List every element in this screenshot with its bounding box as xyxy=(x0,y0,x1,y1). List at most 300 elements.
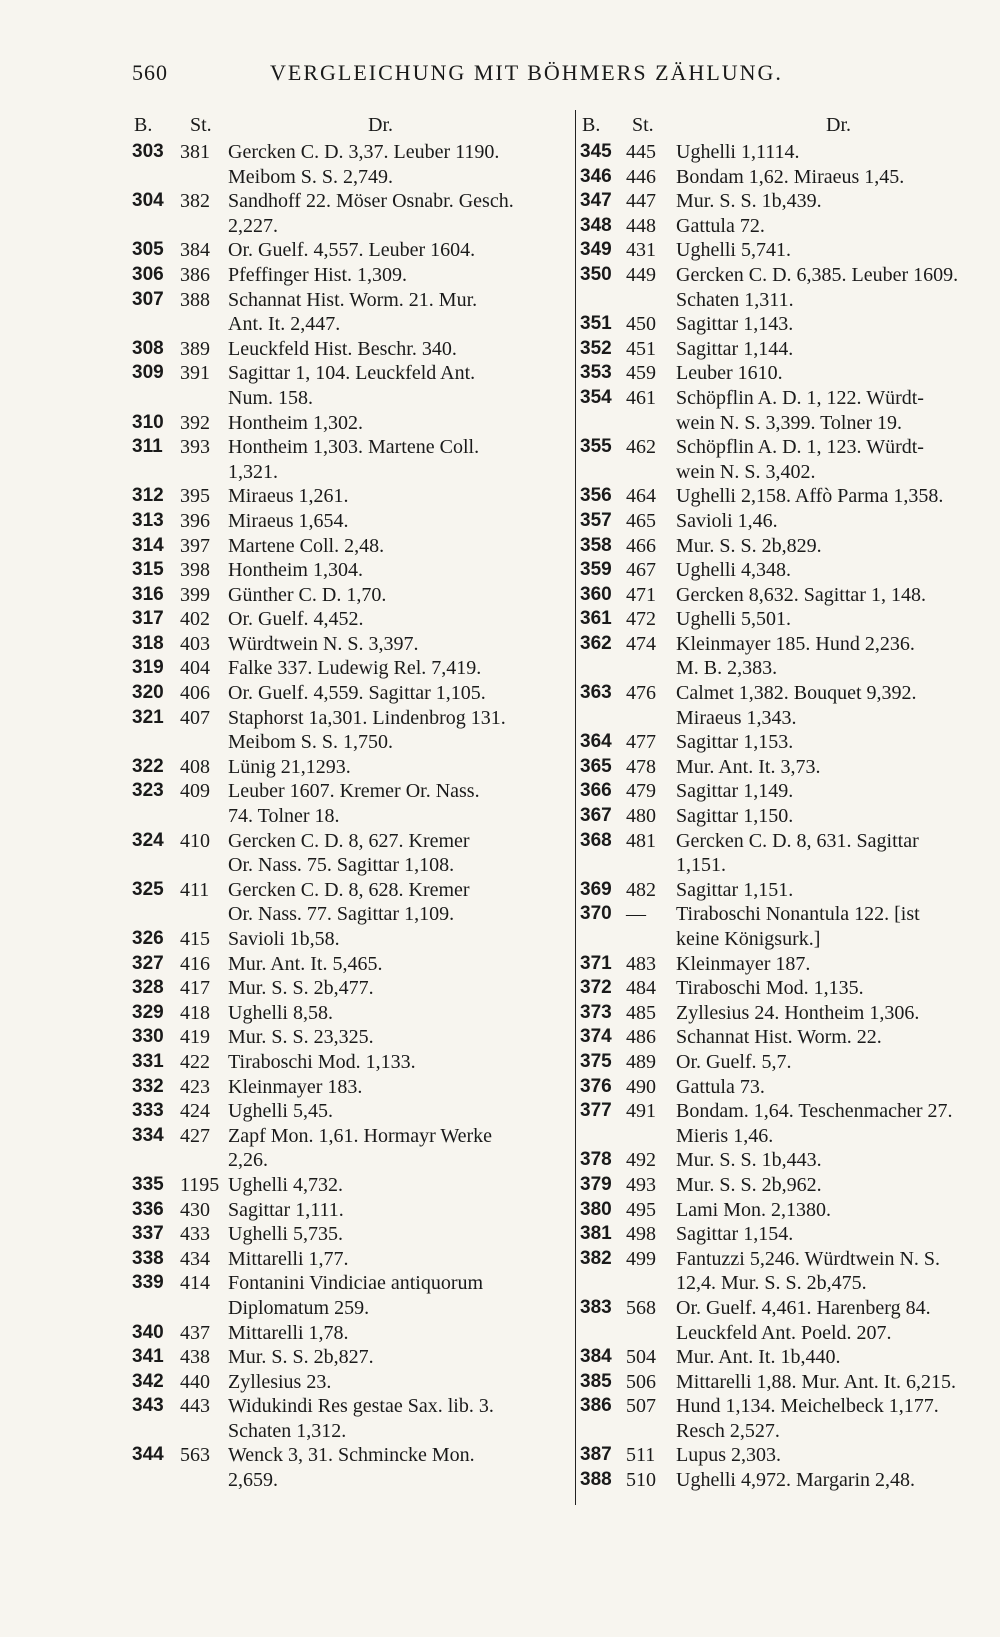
entry-row xyxy=(580,730,1000,755)
entry-reference-line: Zyllesius 23. xyxy=(228,1370,332,1393)
entry-b-number: 348 xyxy=(580,214,612,236)
entry-st-number: 418 xyxy=(180,1001,210,1024)
entry-st-number: 483 xyxy=(626,952,656,975)
entry-st-number: 563 xyxy=(180,1444,210,1467)
entry-st-number: 419 xyxy=(180,1026,210,1049)
entry-reference-line: 2,26. xyxy=(228,1149,268,1172)
entry-st-number: 511 xyxy=(626,1444,656,1467)
entry-reference-line: Tiraboschi Mod. 1,135. xyxy=(676,977,864,1000)
entry-reference-line: Ughelli 5,501. xyxy=(676,608,791,631)
entry-b-number: 351 xyxy=(580,313,612,335)
entry-reference-line: Hontheim 1,302. xyxy=(228,411,363,434)
entry-b-number: 375 xyxy=(580,1050,612,1072)
entry-reference-line: Sagittar 1,154. xyxy=(676,1223,794,1246)
entry-b-number: 359 xyxy=(580,559,612,581)
entry-row xyxy=(580,1099,1000,1148)
entry-b-number: 362 xyxy=(580,632,612,654)
entry-b-number: 338 xyxy=(132,1247,164,1269)
entry-row xyxy=(580,337,1000,362)
entry-reference-line: Kleinmayer 185. Hund 2,236. xyxy=(676,632,915,655)
entry-row xyxy=(580,140,1000,165)
entry-reference-line: Schannat Hist. Worm. 22. xyxy=(676,1026,882,1049)
entry-reference-line: Miraeus 1,343. xyxy=(676,706,797,729)
entry-st-number: 450 xyxy=(626,313,656,336)
entry-b-number: 303 xyxy=(132,141,164,162)
entry-reference-line: 1,321. xyxy=(228,460,278,483)
entry-b-number: 386 xyxy=(580,1395,612,1417)
entry-row xyxy=(580,1050,1000,1075)
entry-reference-line: Leuckfeld Hist. Beschr. 340. xyxy=(228,337,457,360)
entry-row xyxy=(132,1124,564,1173)
entry-reference-line: Lupus 2,303. xyxy=(676,1444,781,1467)
entry-row xyxy=(132,1345,564,1370)
column-divider xyxy=(575,110,576,1505)
entry-st-number: 491 xyxy=(626,1100,656,1123)
entry-st-number: 1195 xyxy=(180,1173,220,1196)
entry-b-number: 380 xyxy=(580,1198,612,1220)
entry-reference-line: Gercken 8,632. Sagittar 1, 148. xyxy=(676,583,926,606)
entry-row xyxy=(132,976,564,1001)
entry-reference-line: Günther C. D. 1,70. xyxy=(228,583,387,606)
entry-row xyxy=(132,952,564,977)
entry-b-number: 312 xyxy=(132,485,164,507)
entry-st-number: 406 xyxy=(180,682,210,705)
entry-st-number: 485 xyxy=(626,1001,656,1024)
entry-reference-line: Zyllesius 24. Hontheim 1,306. xyxy=(676,1001,920,1024)
entry-b-number: 353 xyxy=(580,362,612,384)
entry-row xyxy=(580,976,1000,1001)
entry-reference-line: Or. Guelf. 4,559. Sagittar 1,105. xyxy=(228,682,486,705)
entry-reference-line: Ughelli 1,1114. xyxy=(676,141,800,163)
entry-reference-line: Resch 2,527. xyxy=(676,1419,780,1442)
entry-reference-line: Mittarelli 1,88. Mur. Ant. It. 6,215. xyxy=(676,1370,956,1393)
entry-st-number: 471 xyxy=(626,583,656,606)
entry-row xyxy=(580,1173,1000,1198)
entry-b-number: 367 xyxy=(580,805,612,827)
entry-b-number: 307 xyxy=(132,288,164,310)
entry-b-number: 339 xyxy=(132,1272,164,1294)
entry-reference-line: Savioli 1b,58. xyxy=(228,928,340,950)
entry-reference-line: Schannat Hist. Worm. 21. Mur. xyxy=(228,288,478,311)
entry-reference-line: Schaten 1,312. xyxy=(228,1419,347,1442)
entry-reference-line: Mur. S. S. 1b,439. xyxy=(676,190,822,213)
entry-b-number: 328 xyxy=(132,977,164,999)
entry-reference-line: Tiraboschi Mod. 1,133. xyxy=(228,1050,416,1073)
entry-b-number: 316 xyxy=(132,583,164,605)
entry-row xyxy=(132,1271,564,1320)
entry-reference-line: Staphorst 1a,301. Lindenbrog 131. xyxy=(228,706,506,729)
entry-reference-line: Bondam. 1,64. Teschenmacher 27. xyxy=(676,1100,953,1123)
entry-reference-line: Gattula 72. xyxy=(676,214,765,237)
entry-b-number: 360 xyxy=(580,583,612,605)
entry-row xyxy=(580,902,1000,951)
entry-reference-line: 2,659. xyxy=(228,1469,278,1492)
entry-st-number: 399 xyxy=(180,583,210,606)
entry-reference-line: Sandhoff 22. Möser Osnabr. Gesch. xyxy=(228,190,514,213)
entry-b-number: 370 xyxy=(580,903,612,925)
entry-reference-line: Num. 158. xyxy=(228,386,313,409)
entry-row xyxy=(132,632,564,657)
entry-reference-line: Ughelli 8,58. xyxy=(228,1001,333,1024)
entry-b-number: 321 xyxy=(132,706,164,728)
entry-st-number: 427 xyxy=(180,1124,210,1147)
entry-reference-line: Calmet 1,382. Bouquet 9,392. xyxy=(676,682,917,705)
entry-b-number: 378 xyxy=(580,1149,612,1171)
entry-st-number: 415 xyxy=(180,928,210,950)
entry-st-number: 438 xyxy=(180,1346,210,1369)
entry-b-number: 335 xyxy=(132,1173,164,1195)
entry-reference-line: Kleinmayer 187. xyxy=(676,952,811,975)
entry-reference-line: Zapf Mon. 1,61. Hormayr Werke xyxy=(228,1124,493,1147)
entry-st-number: 493 xyxy=(626,1173,656,1196)
entry-reference-line: Mur. S. S. 2b,962. xyxy=(676,1173,822,1196)
entry-reference-line: Mur. Ant. It. 3,73. xyxy=(676,755,821,778)
entry-reference-line: Or. Nass. 75. Sagittar 1,108. xyxy=(228,854,455,877)
entry-b-number: 332 xyxy=(132,1075,164,1097)
entry-st-number: 447 xyxy=(626,190,656,213)
entry-b-number: 345 xyxy=(580,141,612,162)
entry-row xyxy=(132,1099,564,1124)
entry-b-number: 304 xyxy=(132,190,164,212)
entry-b-number: 361 xyxy=(580,608,612,630)
entry-row xyxy=(580,558,1000,583)
entry-st-number: 431 xyxy=(626,239,656,262)
entry-reference-line: Fontanini Vindiciae antiquorum xyxy=(228,1272,484,1295)
entry-st-number: 482 xyxy=(626,878,656,901)
entry-row xyxy=(132,1025,564,1050)
entry-b-number: 371 xyxy=(580,952,612,974)
entry-st-number: 478 xyxy=(626,755,656,778)
entry-row xyxy=(132,558,564,583)
entry-row xyxy=(132,706,564,755)
entry-st-number: 381 xyxy=(180,141,210,163)
entry-reference-line: Gercken C. D. 8, 631. Sagittar xyxy=(676,829,919,852)
entry-row xyxy=(580,583,1000,608)
entry-st-number: 411 xyxy=(180,878,210,901)
entry-b-number: 346 xyxy=(580,165,612,187)
entry-row xyxy=(580,484,1000,509)
entry-row xyxy=(132,238,564,263)
entry-row xyxy=(132,656,564,681)
entry-st-number: 481 xyxy=(626,829,656,852)
entry-reference-line: Leuber 1610. xyxy=(676,362,783,385)
entry-st-number: 404 xyxy=(180,657,210,680)
entry-st-number: 492 xyxy=(626,1149,656,1172)
entry-st-number: 480 xyxy=(626,805,656,828)
entry-st-number: 489 xyxy=(626,1050,656,1073)
entry-reference-line: Sagittar 1,153. xyxy=(676,731,794,754)
entry-row xyxy=(132,484,564,509)
entry-row xyxy=(580,361,1000,386)
entry-reference-line: Mur. S. S. 2b,827. xyxy=(228,1346,374,1369)
entry-reference-line: Sagittar 1,151. xyxy=(676,878,794,901)
entry-reference-line: Hontheim 1,304. xyxy=(228,559,363,582)
entry-b-number: 336 xyxy=(132,1198,164,1220)
entry-row xyxy=(580,1075,1000,1100)
entry-reference-line: Gercken C. D. 6,385. Leuber 1609. xyxy=(676,263,959,286)
entry-reference-line: Martene Coll. 2,48. xyxy=(228,534,385,557)
entry-row xyxy=(580,1394,1000,1443)
entry-reference-line: Mittarelli 1,78. xyxy=(228,1321,349,1344)
entry-b-number: 310 xyxy=(132,411,164,433)
entry-row xyxy=(132,878,564,927)
header-dr: Dr. xyxy=(826,114,851,136)
entry-b-number: 313 xyxy=(132,509,164,531)
entry-reference-line: Sagittar 1,149. xyxy=(676,780,794,803)
entry-st-number: 388 xyxy=(180,288,210,311)
entry-row xyxy=(580,165,1000,190)
entry-row xyxy=(580,1247,1000,1296)
page-title: VERGLEICHUNG MIT BÖHMERS ZÄHLUNG. xyxy=(270,60,783,85)
header-st: St. xyxy=(190,114,212,136)
entry-row xyxy=(580,189,1000,214)
entry-reference-line: Schaten 1,311. xyxy=(676,288,794,311)
entry-row xyxy=(580,1443,1000,1468)
entry-b-number: 385 xyxy=(580,1370,612,1392)
entry-b-number: 349 xyxy=(580,239,612,261)
entry-b-number: 368 xyxy=(580,829,612,851)
entry-row xyxy=(132,829,564,878)
entry-st-number: 423 xyxy=(180,1075,210,1098)
entry-b-number: 334 xyxy=(132,1124,164,1146)
entry-b-number: 325 xyxy=(132,878,164,900)
entry-st-number: 417 xyxy=(180,977,210,1000)
entry-st-number: 393 xyxy=(180,436,210,459)
entry-reference-line: Gattula 73. xyxy=(676,1075,765,1098)
entry-st-number: 498 xyxy=(626,1223,656,1246)
header-dr: Dr. xyxy=(368,114,393,136)
entry-st-number: 467 xyxy=(626,559,656,582)
entry-row xyxy=(132,534,564,559)
header-b: B. xyxy=(582,114,601,136)
entry-reference-line: Mittarelli 1,77. xyxy=(228,1247,349,1270)
right-column xyxy=(580,114,1000,1493)
entry-st-number: 490 xyxy=(626,1075,656,1098)
entry-st-number: 391 xyxy=(180,362,210,385)
entry-st-number: 433 xyxy=(180,1223,210,1246)
entry-reference-line: Pfeffinger Hist. 1,309. xyxy=(228,263,408,286)
entry-reference-line: Mur. S. S. 2b,477. xyxy=(228,977,374,1000)
entry-row xyxy=(132,509,564,534)
entry-st-number: 448 xyxy=(626,214,656,237)
entry-b-number: 331 xyxy=(132,1050,164,1072)
entry-row xyxy=(580,878,1000,903)
entry-row xyxy=(580,804,1000,829)
entry-st-number: 495 xyxy=(626,1198,656,1221)
left-entries xyxy=(132,140,564,1493)
entry-st-number: 416 xyxy=(180,952,210,975)
entry-reference-line: Or. Guelf. 4,452. xyxy=(228,608,364,631)
entry-reference-line: M. B. 2,383. xyxy=(676,657,778,680)
entry-row xyxy=(580,1025,1000,1050)
entry-b-number: 343 xyxy=(132,1395,164,1417)
entry-b-number: 357 xyxy=(580,509,612,531)
entry-reference-line: Or. Guelf. 5,7. xyxy=(676,1050,792,1073)
entry-reference-line: Leuckfeld Ant. Poeld. 207. xyxy=(676,1321,892,1344)
entry-row xyxy=(132,1222,564,1247)
entry-row xyxy=(580,779,1000,804)
entry-b-number: 330 xyxy=(132,1026,164,1048)
entry-st-number: 477 xyxy=(626,731,656,754)
entry-b-number: 327 xyxy=(132,952,164,974)
entry-b-number: 374 xyxy=(580,1026,612,1048)
entry-row xyxy=(132,1370,564,1395)
entry-row xyxy=(132,927,564,952)
entry-row xyxy=(580,952,1000,977)
entry-row xyxy=(580,829,1000,878)
entry-st-number: 424 xyxy=(180,1100,210,1123)
entry-row xyxy=(132,1173,564,1198)
entry-row xyxy=(132,263,564,288)
header-b: B. xyxy=(134,114,153,136)
entry-st-number: — xyxy=(626,903,646,926)
entry-reference-line: Ughelli 5,741. xyxy=(676,239,791,262)
entry-st-number: 410 xyxy=(180,829,210,852)
entry-reference-line: Bondam 1,62. Miraeus 1,45. xyxy=(676,165,905,188)
entry-row xyxy=(132,1321,564,1346)
left-column xyxy=(132,114,564,1493)
entry-row xyxy=(580,509,1000,534)
entry-reference-line: Or. Nass. 77. Sagittar 1,109. xyxy=(228,903,455,926)
entry-b-number: 381 xyxy=(580,1223,612,1245)
entry-b-number: 306 xyxy=(132,263,164,285)
entry-reference-line: Miraeus 1,654. xyxy=(228,509,349,532)
entry-b-number: 364 xyxy=(580,731,612,753)
entry-reference-line: Ughelli 2,158. Affò Parma 1,358. xyxy=(676,485,944,508)
entry-st-number: 499 xyxy=(626,1247,656,1270)
entry-row xyxy=(132,779,564,828)
entry-st-number: 407 xyxy=(180,706,210,729)
entry-st-number: 430 xyxy=(180,1198,210,1221)
entry-row xyxy=(132,681,564,706)
entry-row xyxy=(580,1296,1000,1345)
entry-row xyxy=(132,755,564,780)
entry-row xyxy=(132,140,564,189)
entry-b-number: 388 xyxy=(580,1469,612,1491)
entry-b-number: 340 xyxy=(132,1321,164,1343)
entry-row xyxy=(132,337,564,362)
entry-row xyxy=(132,607,564,632)
entry-b-number: 384 xyxy=(580,1346,612,1368)
entry-st-number: 402 xyxy=(180,608,210,631)
entry-st-number: 461 xyxy=(626,386,656,409)
entry-reference-line: 2,227. xyxy=(228,214,278,237)
entry-st-number: 510 xyxy=(626,1469,656,1492)
entry-b-number: 373 xyxy=(580,1001,612,1023)
entry-reference-line: Wenck 3, 31. Schmincke Mon. xyxy=(228,1444,475,1467)
entry-b-number: 318 xyxy=(132,632,164,654)
page-number: 560 xyxy=(132,60,168,85)
entry-b-number: 323 xyxy=(132,780,164,802)
entry-b-number: 352 xyxy=(580,337,612,359)
entry-b-number: 333 xyxy=(132,1100,164,1122)
entry-b-number: 356 xyxy=(580,485,612,507)
entry-b-number: 354 xyxy=(580,386,612,408)
entry-reference-line: Sagittar 1, 104. Leuckfeld Ant. xyxy=(228,362,476,385)
entry-reference-line: 12,4. Mur. S. S. 2b,475. xyxy=(676,1272,867,1295)
entry-b-number: 347 xyxy=(580,190,612,212)
entry-reference-line: Ughelli 5,735. xyxy=(228,1223,343,1246)
entry-b-number: 337 xyxy=(132,1223,164,1245)
entry-b-number: 355 xyxy=(580,436,612,458)
entry-st-number: 384 xyxy=(180,239,210,262)
entry-reference-line: Schöpflin A. D. 1, 123. Würdt- xyxy=(676,436,924,459)
entry-b-number: 372 xyxy=(580,977,612,999)
entry-row xyxy=(132,1443,564,1492)
entry-reference-line: Sagittar 1,143. xyxy=(676,313,794,336)
entry-reference-line: Sagittar 1,111. xyxy=(228,1198,344,1221)
entry-row xyxy=(580,1468,1000,1493)
entry-reference-line: Gercken C. D. 3,37. Leuber 1190. xyxy=(228,141,500,163)
entry-b-number: 322 xyxy=(132,755,164,777)
entry-b-number: 365 xyxy=(580,755,612,777)
entry-reference-line: Würdtwein N. S. 3,397. xyxy=(228,632,419,655)
entry-row xyxy=(132,435,564,484)
entry-b-number: 314 xyxy=(132,534,164,556)
entry-st-number: 472 xyxy=(626,608,656,631)
entry-b-number: 342 xyxy=(132,1370,164,1392)
entry-st-number: 484 xyxy=(626,977,656,1000)
entry-reference-line: keine Königsurk.] xyxy=(676,928,821,950)
entry-reference-line: Miraeus 1,261. xyxy=(228,485,349,508)
entry-reference-line: Mur. S. S. 23,325. xyxy=(228,1026,374,1049)
entry-row xyxy=(580,681,1000,730)
entry-st-number: 422 xyxy=(180,1050,210,1073)
entry-st-number: 459 xyxy=(626,362,656,385)
entry-b-number: 311 xyxy=(132,436,163,458)
entry-row xyxy=(132,1050,564,1075)
entry-st-number: 506 xyxy=(626,1370,656,1393)
entry-b-number: 358 xyxy=(580,534,612,556)
entry-b-number: 379 xyxy=(580,1173,612,1195)
entry-row xyxy=(580,435,1000,484)
entry-reference-line: Widukindi Res gestae Sax. lib. 3. xyxy=(228,1395,494,1418)
entry-st-number: 434 xyxy=(180,1247,210,1270)
entry-reference-line: Falke 337. Ludewig Rel. 7,419. xyxy=(228,657,482,680)
entry-reference-line: Hund 1,134. Meichelbeck 1,177. xyxy=(676,1395,939,1418)
entry-row xyxy=(580,1370,1000,1395)
entry-b-number: 320 xyxy=(132,682,164,704)
entry-reference-line: Mur. S. S. 1b,443. xyxy=(676,1149,822,1172)
entry-reference-line: Or. Guelf. 4,557. Leuber 1604. xyxy=(228,239,476,262)
entry-b-number: 326 xyxy=(132,928,164,949)
entry-reference-line: Ughelli 4,732. xyxy=(228,1173,343,1196)
entry-b-number: 344 xyxy=(132,1444,164,1466)
entry-row xyxy=(132,288,564,337)
entry-row xyxy=(132,411,564,436)
entry-reference-line: 1,151. xyxy=(676,854,726,877)
entry-st-number: 445 xyxy=(626,141,656,163)
entry-st-number: 408 xyxy=(180,755,210,778)
entry-reference-line: Ughelli 4,972. Margarin 2,48. xyxy=(676,1469,916,1492)
entry-st-number: 414 xyxy=(180,1272,210,1295)
entry-b-number: 376 xyxy=(580,1075,612,1097)
entry-st-number: 443 xyxy=(180,1395,210,1418)
entry-reference-line: Mur. Ant. It. 5,465. xyxy=(228,952,383,975)
entry-reference-line: Lami Mon. 2,1380. xyxy=(676,1198,831,1221)
entry-reference-line: wein N. S. 3,399. Tolner 19. xyxy=(676,411,902,434)
entry-reference-line: Mur. Ant. It. 1b,440. xyxy=(676,1346,841,1369)
entry-reference-line: Meibom S. S. 1,750. xyxy=(228,731,394,754)
entry-reference-line: 74. Tolner 18. xyxy=(228,805,340,828)
entry-st-number: 466 xyxy=(626,534,656,557)
entry-row xyxy=(132,1394,564,1443)
entry-st-number: 474 xyxy=(626,632,656,655)
entry-row xyxy=(132,1001,564,1026)
entry-reference-line: Ughelli 5,45. xyxy=(228,1100,333,1123)
entry-b-number: 305 xyxy=(132,239,164,261)
right-entries xyxy=(580,140,1000,1493)
